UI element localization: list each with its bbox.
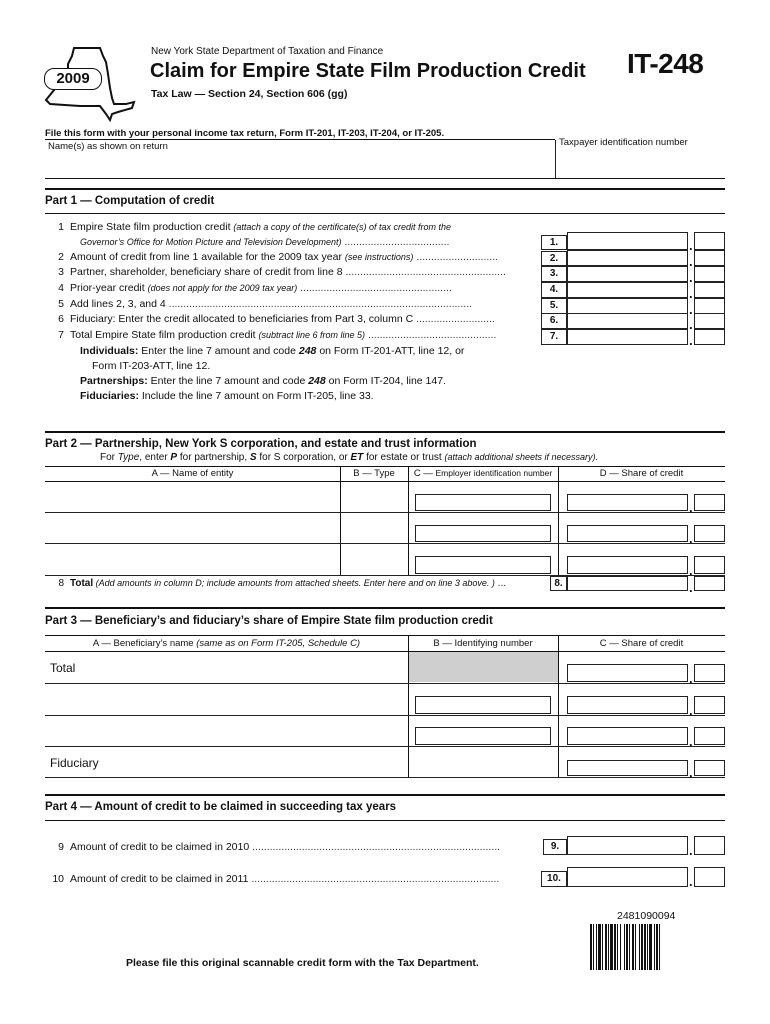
- barcode-bar: [608, 924, 609, 970]
- part2-row-1-share[interactable]: [567, 494, 688, 511]
- barcode-number: 2481090094: [617, 910, 676, 922]
- part2-row-1-ein[interactable]: [415, 494, 551, 511]
- line6-amount[interactable]: [567, 313, 688, 329]
- barcode-bar: [590, 924, 592, 970]
- part3-beneficiary-share[interactable]: [567, 696, 688, 714]
- barcode-bar: [641, 924, 643, 970]
- part3-beneficiary-2-cents[interactable]: [694, 727, 725, 745]
- part3-total-label: Total: [50, 661, 76, 675]
- barcode-bar: [614, 924, 616, 970]
- barcode-bar: [639, 924, 640, 970]
- line5-text: 5 Add lines 2, 3, and 4 ........................................................................................................: [58, 298, 473, 310]
- barcode-bar: [629, 924, 630, 970]
- filing-notice: Please file this original scannable credit form with the Tax Department.: [126, 957, 479, 969]
- part2-row-2-cents[interactable]: [694, 525, 725, 542]
- line8-text: 8 Total (Add amounts in column D; include amounts from attached sheets. Enter here and on line 3 above. ) ...: [58, 578, 507, 589]
- part2-row-1-cents[interactable]: [694, 494, 725, 511]
- tax-law-reference: Tax Law — Section 24, Section 606 (gg): [151, 88, 348, 100]
- part2-col-a-header: A — Name of entity: [151, 468, 234, 479]
- part3-col-b-header: B — Identifying number: [433, 638, 533, 649]
- line9-text: 9 Amount of credit to be claimed in 2010 .....................................................................................: [58, 841, 501, 853]
- line1-text-cont: Governor’s Office for Motion Picture and Television Development) ....................................: [80, 236, 450, 248]
- form-title: Claim for Empire State Film Production Credit: [150, 60, 586, 82]
- line10-amount[interactable]: [567, 867, 688, 887]
- barcode-bar: [602, 924, 603, 970]
- line10-text: 10 Amount of credit to be claimed in 2011 .....................................................................................: [52, 873, 500, 885]
- line6-text: 6 Fiduciary: Enter the credit allocated to beneficiaries from Part 3, column C ...........................: [58, 313, 495, 325]
- line3-amount[interactable]: [567, 266, 688, 282]
- line4-cents[interactable]: [694, 282, 725, 298]
- part2-row-2-ein[interactable]: [415, 525, 551, 542]
- line3-text: 3 Partner, shareholder, beneficiary share of credit from line 8 .......................................................: [58, 266, 506, 278]
- line1-amount[interactable]: [567, 232, 688, 250]
- line9-cents[interactable]: [694, 836, 725, 855]
- barcode-bar: [649, 924, 652, 970]
- barcode-bar: [626, 924, 628, 970]
- line7-cents[interactable]: [694, 329, 725, 345]
- line7-label: 7.: [541, 329, 567, 345]
- part2-heading: Part 2 — Partnership, New York S corporation, and estate and trust information: [45, 438, 477, 450]
- part3-col-a-header: A — Beneficiary’s name (same as on Form IT-205, Schedule C): [92, 638, 361, 649]
- line4-amount[interactable]: [567, 282, 688, 298]
- part3-col-c-header: C — Share of credit: [599, 638, 684, 649]
- partnerships-instruction: Partnerships: Enter the line 7 amount and code 248 on Form IT-204, line 147.: [80, 375, 446, 387]
- barcode-bar: [596, 924, 597, 970]
- line1-text: 1 Empire State film production credit (attach a copy of the certificate(s) of tax credit from the: [58, 221, 451, 233]
- department-name: New York State Department of Taxation and Finance: [151, 46, 384, 57]
- barcode-bar: [624, 924, 625, 970]
- line7-text: 7 Total Empire State film production credit (subtract line 6 from line 5) ............................................: [58, 329, 497, 341]
- barcode-bar: [593, 924, 594, 970]
- barcode: [589, 924, 725, 970]
- individuals-instruction-cont: Form IT-203-ATT, line 12.: [92, 360, 211, 372]
- line10-cents[interactable]: [694, 867, 725, 887]
- part3-total-share[interactable]: [567, 664, 688, 682]
- line3-label: 3.: [541, 266, 567, 282]
- line6-cents[interactable]: [694, 313, 725, 329]
- part2-row-3-share[interactable]: [567, 556, 688, 574]
- part3-beneficiary-2-id[interactable]: [415, 727, 551, 745]
- barcode-bar: [647, 924, 648, 970]
- line2-text: 2 Amount of credit from line 1 available for the 2009 tax year (see instructions) ............................: [58, 251, 499, 263]
- line2-cents[interactable]: [694, 250, 725, 266]
- part2-row-3-cents[interactable]: [694, 556, 725, 574]
- part3-total-cents[interactable]: [694, 664, 725, 682]
- line4-label: 4.: [541, 282, 567, 298]
- line4-text: 4 Prior-year credit (does not apply for the 2009 tax year) ....................................................: [58, 282, 452, 294]
- line7-amount[interactable]: [567, 329, 688, 345]
- tin-field-label: Taxpayer identification number: [559, 137, 688, 148]
- filing-instruction: File this form with your personal income tax return, Form IT-201, IT-203, IT-204, or IT-205.: [45, 128, 445, 139]
- barcode-bar: [644, 924, 646, 970]
- part2-subheading: For Type, enter P for partnership, S for S corporation, or ET for estate or trust (attach additional sheets if necessary).: [100, 452, 599, 463]
- part3-fiduciary-label: Fiduciary: [50, 756, 99, 770]
- line9-amount[interactable]: [567, 836, 688, 855]
- form-number: IT-248: [627, 48, 704, 79]
- part1-heading: Part 1 — Computation of credit: [45, 195, 215, 207]
- tin-field[interactable]: [555, 137, 726, 178]
- line5-label: 5.: [541, 298, 567, 314]
- line2-label: 2.: [541, 251, 567, 266]
- tax-year-badge: 2009: [44, 68, 102, 90]
- part3-fiduciary-cents[interactable]: [694, 760, 725, 776]
- names-field-label: Name(s) as shown on return: [48, 141, 168, 152]
- barcode-bar: [610, 924, 613, 970]
- individuals-instruction: Individuals: Enter the line 7 amount and code 248 on Form IT-201-ATT, line 12, or: [80, 345, 465, 357]
- line8-label: 8.: [550, 576, 567, 591]
- line8-amount[interactable]: [567, 576, 688, 591]
- line8-cents[interactable]: [694, 576, 725, 591]
- part4-heading: Part 4 — Amount of credit to be claimed in succeeding tax years: [45, 801, 397, 813]
- barcode-bar: [620, 924, 621, 970]
- line1-label: 1.: [541, 235, 567, 250]
- barcode-bar: [654, 924, 655, 970]
- part3-fiduciary-share[interactable]: [567, 760, 688, 776]
- barcode-bar: [617, 924, 618, 970]
- line3-cents[interactable]: [694, 266, 725, 282]
- fiduciaries-instruction: Fiduciaries: Include the line 7 amount on Form IT-205, line 33.: [80, 390, 374, 402]
- barcode-bar: [632, 924, 634, 970]
- part3-beneficiary-cents[interactable]: [694, 696, 725, 714]
- line2-amount[interactable]: [567, 250, 688, 266]
- barcode-bar: [659, 924, 660, 970]
- barcode-bar: [635, 924, 636, 970]
- part2-row-3-ein[interactable]: [415, 556, 551, 574]
- barcode-bar: [605, 924, 607, 970]
- barcode-bar: [598, 924, 601, 970]
- part3-beneficiary-id[interactable]: [415, 696, 551, 714]
- part2-col-d-header: D — Share of credit: [599, 468, 684, 479]
- barcode-bar: [656, 924, 658, 970]
- shaded-area: [409, 652, 558, 682]
- names-field[interactable]: [45, 140, 556, 178]
- line1-cents[interactable]: [694, 232, 725, 250]
- line5-amount[interactable]: [567, 298, 688, 314]
- part3-heading: Part 3 — Beneficiary’s and fiduciary’s share of Empire State film production credit: [45, 615, 493, 627]
- part3-beneficiary-2-share[interactable]: [567, 727, 688, 745]
- part2-col-c-header: C — Employer identification number: [413, 468, 553, 479]
- part2-col-b-header: B — Type: [353, 468, 395, 479]
- line9-label: 9.: [543, 839, 567, 855]
- part2-row-2-share[interactable]: [567, 525, 688, 542]
- line6-label: 6.: [541, 313, 567, 329]
- line10-label: 10.: [541, 871, 567, 887]
- line5-cents[interactable]: [694, 298, 725, 314]
